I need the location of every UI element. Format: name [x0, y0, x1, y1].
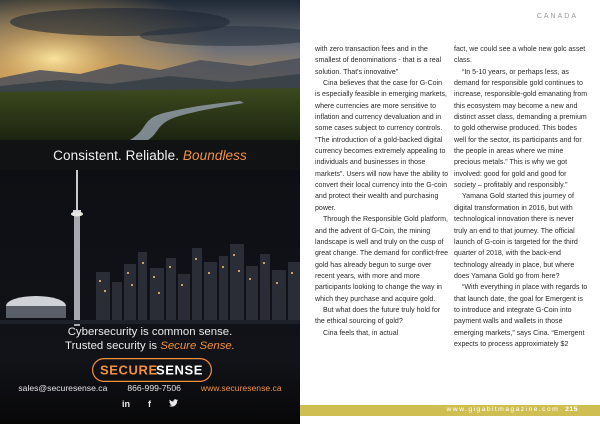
article-paragraph: But what does the future truly hold for the ethical sourcing of gold?	[315, 306, 441, 326]
facebook-icon[interactable]: f	[148, 399, 151, 409]
ad-tagline	[0, 148, 300, 163]
cyber-line-2-prefix: Trusted security is	[65, 340, 161, 352]
article-column-2	[454, 44, 588, 350]
svg-text:SENSE: SENSE	[156, 362, 204, 378]
ad-social-links	[0, 399, 300, 409]
section-label: CANADA	[536, 13, 578, 20]
article-paragraph: Through the Responsible Gold platform, and the advent of G-Coin, the mining landscape is well and truly on the cusp of great change. The demand for conflict-free gold has already begun to surge over recent years, with more and more participants looking to change the way in which they purchase and acquire gold.	[315, 216, 449, 303]
linkedin-icon[interactable]: in	[122, 399, 130, 409]
contact-phone: 866-999-7506	[127, 383, 181, 393]
article-paragraph: “In 5-10 years, or perhaps less, as demand for responsible gold continues to increase, responsible-gold emanating from this ecosystem may become a new and distinct asset class, demanding a premium to gold otherwise produced. This bodes well for the sector, its participants and for the people in areas where we mine precious metals.” This is why we got involved: good for gold and good for society – profitably and responsibly.”	[454, 68, 588, 190]
svg-text:SECURE: SECURE	[100, 362, 158, 378]
cyber-line-2-accent: Secure Sense.	[160, 340, 235, 352]
tagline-main: Consistent. Reliable.	[53, 148, 183, 163]
footer-url[interactable]: www.gigabitmagazine.com	[446, 406, 560, 413]
secure-sense-logo	[92, 358, 212, 382]
page-number: 215	[565, 406, 578, 413]
ad-contact-info	[0, 383, 300, 393]
article-paragraph: “With everything in place with regards to that launch date, the goal for Emergent is to introduce and integrate G-Coin into payment walls and wallets in those emerging markets,” says Cina. “Emergent expects to process approximately $2	[454, 284, 588, 348]
article-paragraph: Yamana Gold started this journey of digital transformation in 2016, but with technological innovation there is never truly an end to that journey. The official launch of G-coin is targeted for the third quarter of 2018, with the back-end technology already in place, but where does Yamana Gold go from here?	[454, 193, 578, 280]
article-page	[300, 0, 600, 424]
ad-cybersecurity-message	[0, 325, 300, 353]
article-paragraph: Cina believes that the case for G-Coin is especially feasible in emerging markets, where currencies are more sensitive to inflation and currency devaluation and in some cases subject to currency controls. “The introduction of a gold-backed digital currency becomes extremely appealing to individuals and businesses in those markets”. Users will now have the ability to convert their local currency into the G-coin and protect their wealth and purchasing power.	[315, 80, 449, 212]
twitter-icon[interactable]	[169, 399, 178, 409]
article-paragraph: fact, we could see a whole new golc asset class.	[454, 46, 586, 65]
contact-email[interactable]: sales@securesense.ca	[18, 383, 108, 393]
page-footer	[446, 406, 578, 413]
cyber-line-1: Cybersecurity is common sense.	[67, 326, 233, 338]
article-paragraph: Cina feels that, in actual	[323, 329, 399, 337]
tagline-accent: Boundless	[182, 148, 247, 163]
article-paragraph: with zero transaction fees and in the smallest of denominations - that is a real solution. That's innovative”	[315, 46, 442, 76]
contact-website[interactable]: www.securesense.ca	[200, 383, 282, 393]
article-column-1	[315, 44, 449, 339]
cyber-line-2	[0, 339, 300, 353]
